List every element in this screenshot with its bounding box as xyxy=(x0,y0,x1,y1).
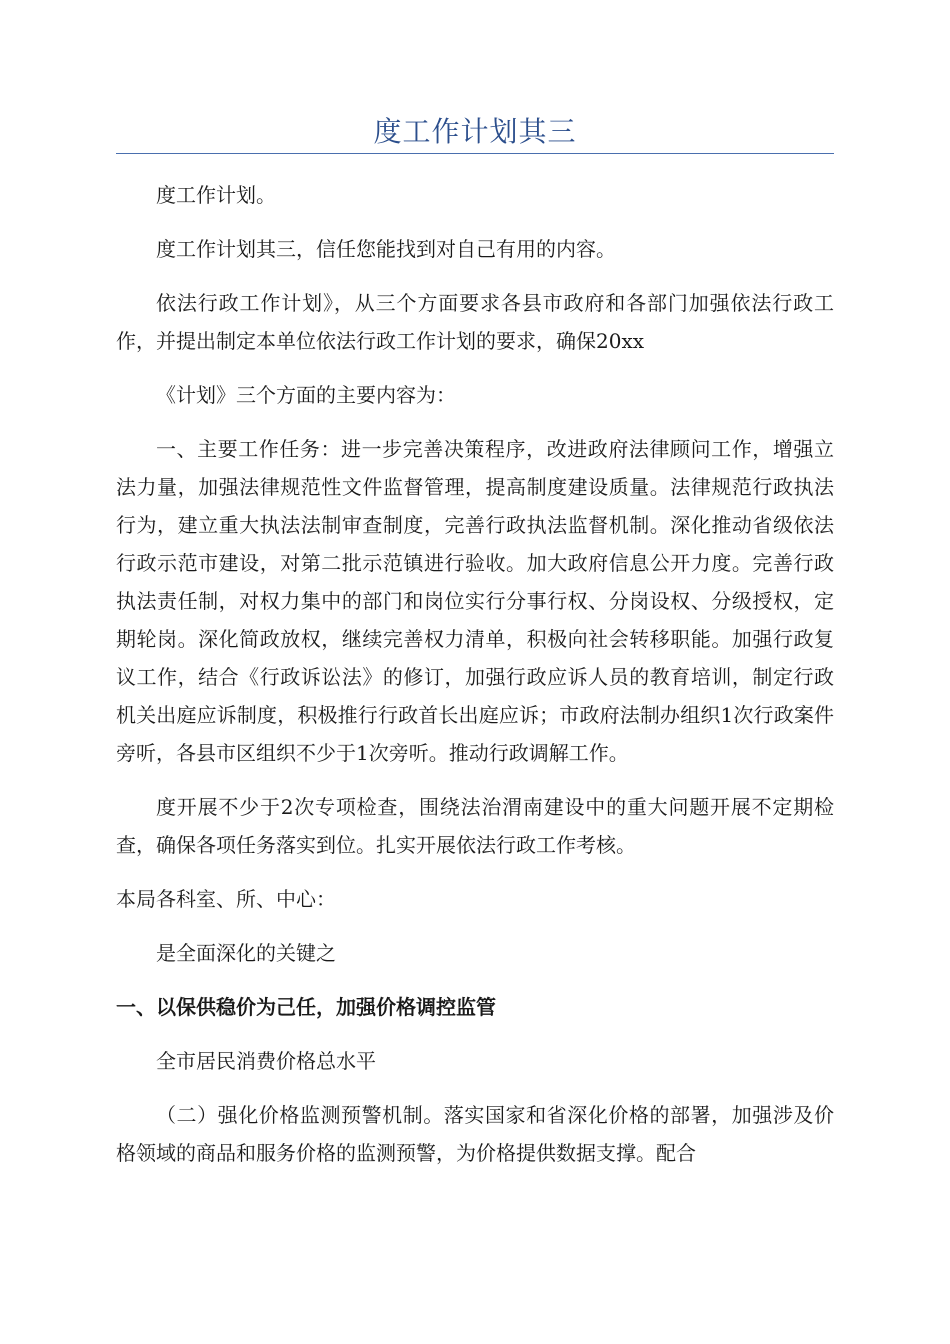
paragraph: 度开展不少于2次专项检查，围绕法治渭南建设中的重大问题开展不定期检查，确保各项任务落实到位。扎实开展依法行政工作考核。 xyxy=(116,795,834,857)
paragraph: （二）强化价格监测预警机制。落实国家和省深化价格的部署，加强涉及价格领域的商品和服务价格的监测预警，为价格提供数据支撑。配合 xyxy=(116,1103,834,1165)
paragraph: 度工作计划其三，信任您能找到对自己有用的内容。 xyxy=(156,237,616,261)
document-title: 度工作计划其三 xyxy=(373,115,577,148)
paragraph: 是全面深化的关键之 xyxy=(156,941,336,965)
paragraph: 《计划》三个方面的主要内容为： xyxy=(156,383,456,407)
paragraph: 一、主要工作任务：进一步完善决策程序，改进政府法律顾问工作，增强立法力量，加强法律规范性文件监督管理，提高制度建设质量。法律规范行政执法行为，建立重大执法法制审查制度，完善行政执法监督机制。深化推动省级依法行政示范市建设，对第二批示范镇进行验收。加大政府信息公开力度。完善行政执法责任制，对权力集中的部门和岗位实行分事行权、分岗设权、分级授权，定期轮岗。深化简政放权，继续完善权力清单，积极向社会转移职能。加强行政复议工作，结合《行政诉讼法》的修订，加强行政应诉人员的教育培训，制定行政机关出庭应诉制度，积极推行行政首长出庭应诉；市政府法制办组织1次行政案件旁听，各县市区组织不少于1次旁听。推动行政调解工作。 xyxy=(116,437,834,765)
paragraph: 依法行政工作计划》，从三个方面要求各县市政府和各部门加强依法行政工作，并提出制定本单位依法行政工作计划的要求，确保20xx xyxy=(116,291,834,353)
paragraph-salutation: 本局各科室、所、中心： xyxy=(116,887,336,911)
paragraph: 全市居民消费价格总水平 xyxy=(156,1049,376,1073)
document-body xyxy=(116,176,834,1188)
section-heading: 一、以保供稳价为己任，加强价格调控监管 xyxy=(116,995,496,1019)
paragraph: 度工作计划。 xyxy=(156,183,276,207)
title-underline xyxy=(116,153,834,154)
